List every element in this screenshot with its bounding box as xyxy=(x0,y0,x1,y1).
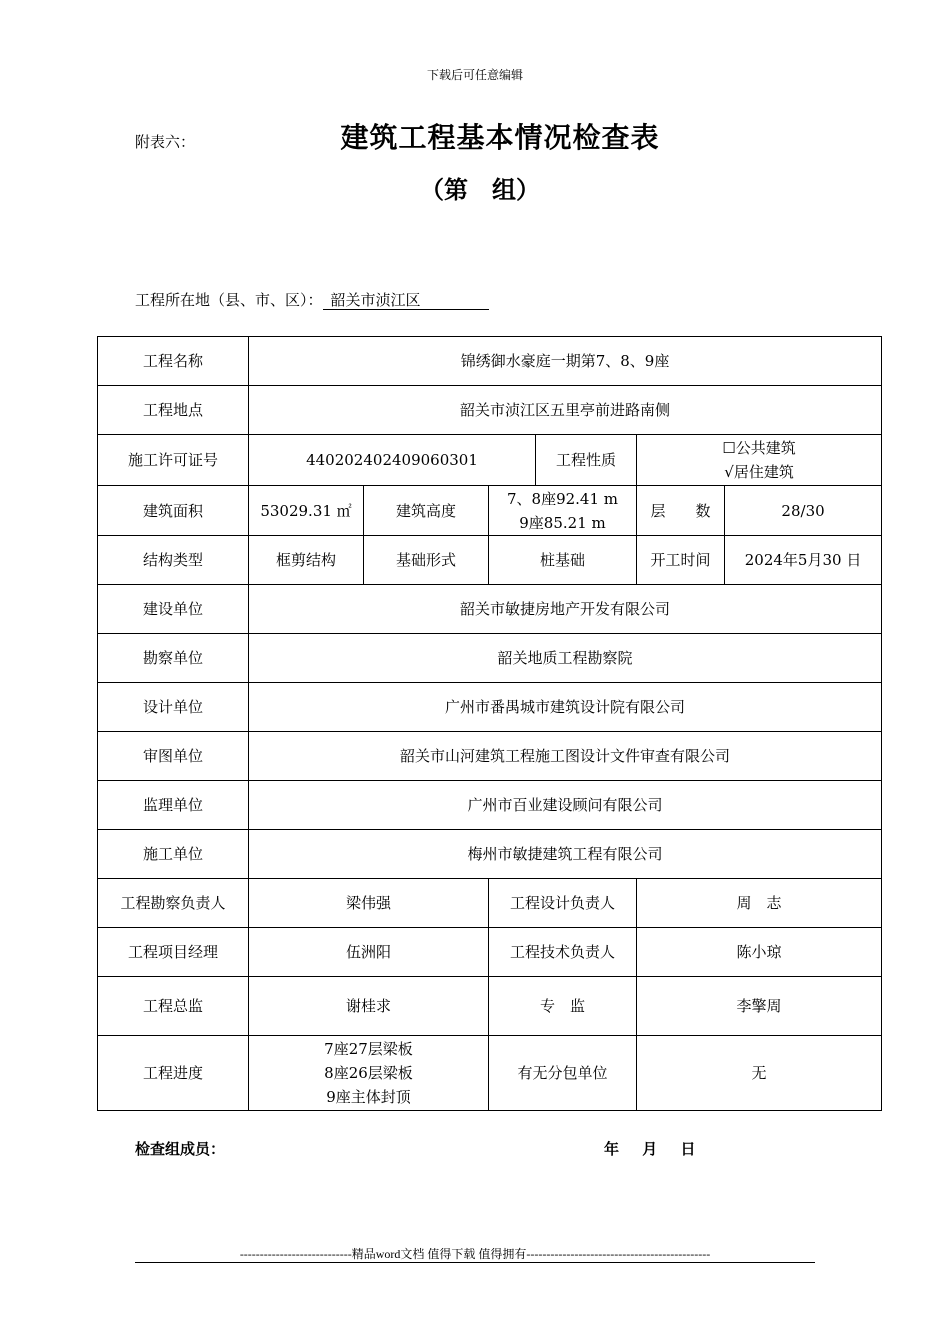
survey-lead-value: 梁伟强 xyxy=(249,879,489,928)
nature-residential-option: √居住建筑 xyxy=(724,463,794,481)
table-row xyxy=(98,585,882,634)
survey-lead-label: 工程勘察负责人 xyxy=(98,879,249,928)
survey-value: 韶关地质工程勘察院 xyxy=(249,634,882,683)
structure-value: 框剪结构 xyxy=(249,536,364,585)
bottom-note: ----------------------------精品word文档 值得下载 值得拥有---------------------------------------------- xyxy=(239,1247,711,1261)
start-label: 开工时间 xyxy=(637,536,725,585)
progress-label: 工程进度 xyxy=(98,1036,249,1111)
table-row xyxy=(98,486,882,536)
tech-lead-value: 陈小琼 xyxy=(637,928,882,977)
table-row xyxy=(98,879,882,928)
project-site-value: 韶关市浈江区五里亭前进路南侧 xyxy=(249,386,882,435)
project-site-label: 工程地点 xyxy=(98,386,249,435)
pm-value: 伍洲阳 xyxy=(249,928,489,977)
location-value: 韶关市浈江区 xyxy=(323,291,489,310)
area-label: 建筑面积 xyxy=(98,486,249,536)
tech-lead-label: 工程技术负责人 xyxy=(489,928,637,977)
table-row xyxy=(98,781,882,830)
table-row xyxy=(98,386,882,435)
table-row xyxy=(98,634,882,683)
permit-label: 施工许可证号 xyxy=(98,435,249,486)
page-title: 建筑工程基本情况检查表 xyxy=(340,121,660,154)
table-row xyxy=(98,732,882,781)
project-name-value: 锦绣御水豪庭一期第7、8、9座 xyxy=(249,337,882,386)
progress-line-2: 8座26层梁板 xyxy=(324,1064,413,1082)
height-line-1: 7、8座92.41 m xyxy=(506,489,619,508)
progress-line-3: 9座主体封顶 xyxy=(326,1088,411,1106)
height-label: 建筑高度 xyxy=(364,486,489,536)
design-lead-label: 工程设计负责人 xyxy=(489,879,637,928)
table-row xyxy=(98,830,882,879)
floors-value: 28/30 xyxy=(725,486,882,536)
date-field: 年 月 日 xyxy=(604,1140,696,1158)
subcontract-label: 有无分包单位 xyxy=(489,1036,637,1111)
nature-label: 工程性质 xyxy=(536,435,637,486)
structure-label: 结构类型 xyxy=(98,536,249,585)
table-row xyxy=(98,977,882,1036)
specialist-value: 李擎周 xyxy=(637,977,882,1036)
survey-label: 勘察单位 xyxy=(98,634,249,683)
progress-line-1: 7座27层梁板 xyxy=(324,1040,413,1058)
inspection-table xyxy=(97,336,882,1111)
subcontract-value: 无 xyxy=(637,1036,882,1111)
progress-value xyxy=(249,1036,489,1111)
permit-value: 440202402409060301 xyxy=(249,435,536,486)
table-row xyxy=(98,435,882,486)
chief-supervisor-value: 谢桂求 xyxy=(249,977,489,1036)
design-label: 设计单位 xyxy=(98,683,249,732)
bottom-divider xyxy=(135,1262,815,1263)
page-subtitle: （第 组） xyxy=(420,175,540,204)
builder-value: 韶关市敏捷房地产开发有限公司 xyxy=(249,585,882,634)
table-row xyxy=(98,683,882,732)
pm-label: 工程项目经理 xyxy=(98,928,249,977)
design-value: 广州市番禺城市建筑设计院有限公司 xyxy=(249,683,882,732)
members-label: 检查组成员： xyxy=(135,1140,226,1158)
start-value: 2024年5月30 日 xyxy=(725,536,882,585)
table-row xyxy=(98,928,882,977)
chief-supervisor-label: 工程总监 xyxy=(98,977,249,1036)
design-lead-value: 周 志 xyxy=(637,879,882,928)
project-name-label: 工程名称 xyxy=(98,337,249,386)
nature-public-option: ☐公共建筑 xyxy=(722,439,796,457)
area-value: 53029.31 ㎡ xyxy=(249,486,364,536)
height-value xyxy=(489,486,637,536)
foundation-value: 桩基础 xyxy=(489,536,637,585)
header-note: 下载后可任意编辑 xyxy=(426,68,523,82)
table-row xyxy=(98,337,882,386)
height-line-2: 9座85.21 m xyxy=(519,513,606,532)
supervision-label: 监理单位 xyxy=(98,781,249,830)
location-line xyxy=(135,289,489,310)
table-row xyxy=(98,1036,882,1111)
appendix-label: 附表六： xyxy=(135,133,196,151)
construction-value: 梅州市敏捷建筑工程有限公司 xyxy=(249,830,882,879)
specialist-label: 专 监 xyxy=(489,977,637,1036)
construction-label: 施工单位 xyxy=(98,830,249,879)
foundation-label: 基础形式 xyxy=(364,536,489,585)
table-row xyxy=(98,536,882,585)
location-label: 工程所在地（县、市、区）： xyxy=(135,291,323,309)
review-value: 韶关市山河建筑工程施工图设计文件审查有限公司 xyxy=(249,732,882,781)
nature-options xyxy=(637,435,882,486)
review-label: 审图单位 xyxy=(98,732,249,781)
floors-label: 层 数 xyxy=(637,486,725,536)
builder-label: 建设单位 xyxy=(98,585,249,634)
supervision-value: 广州市百业建设顾问有限公司 xyxy=(249,781,882,830)
